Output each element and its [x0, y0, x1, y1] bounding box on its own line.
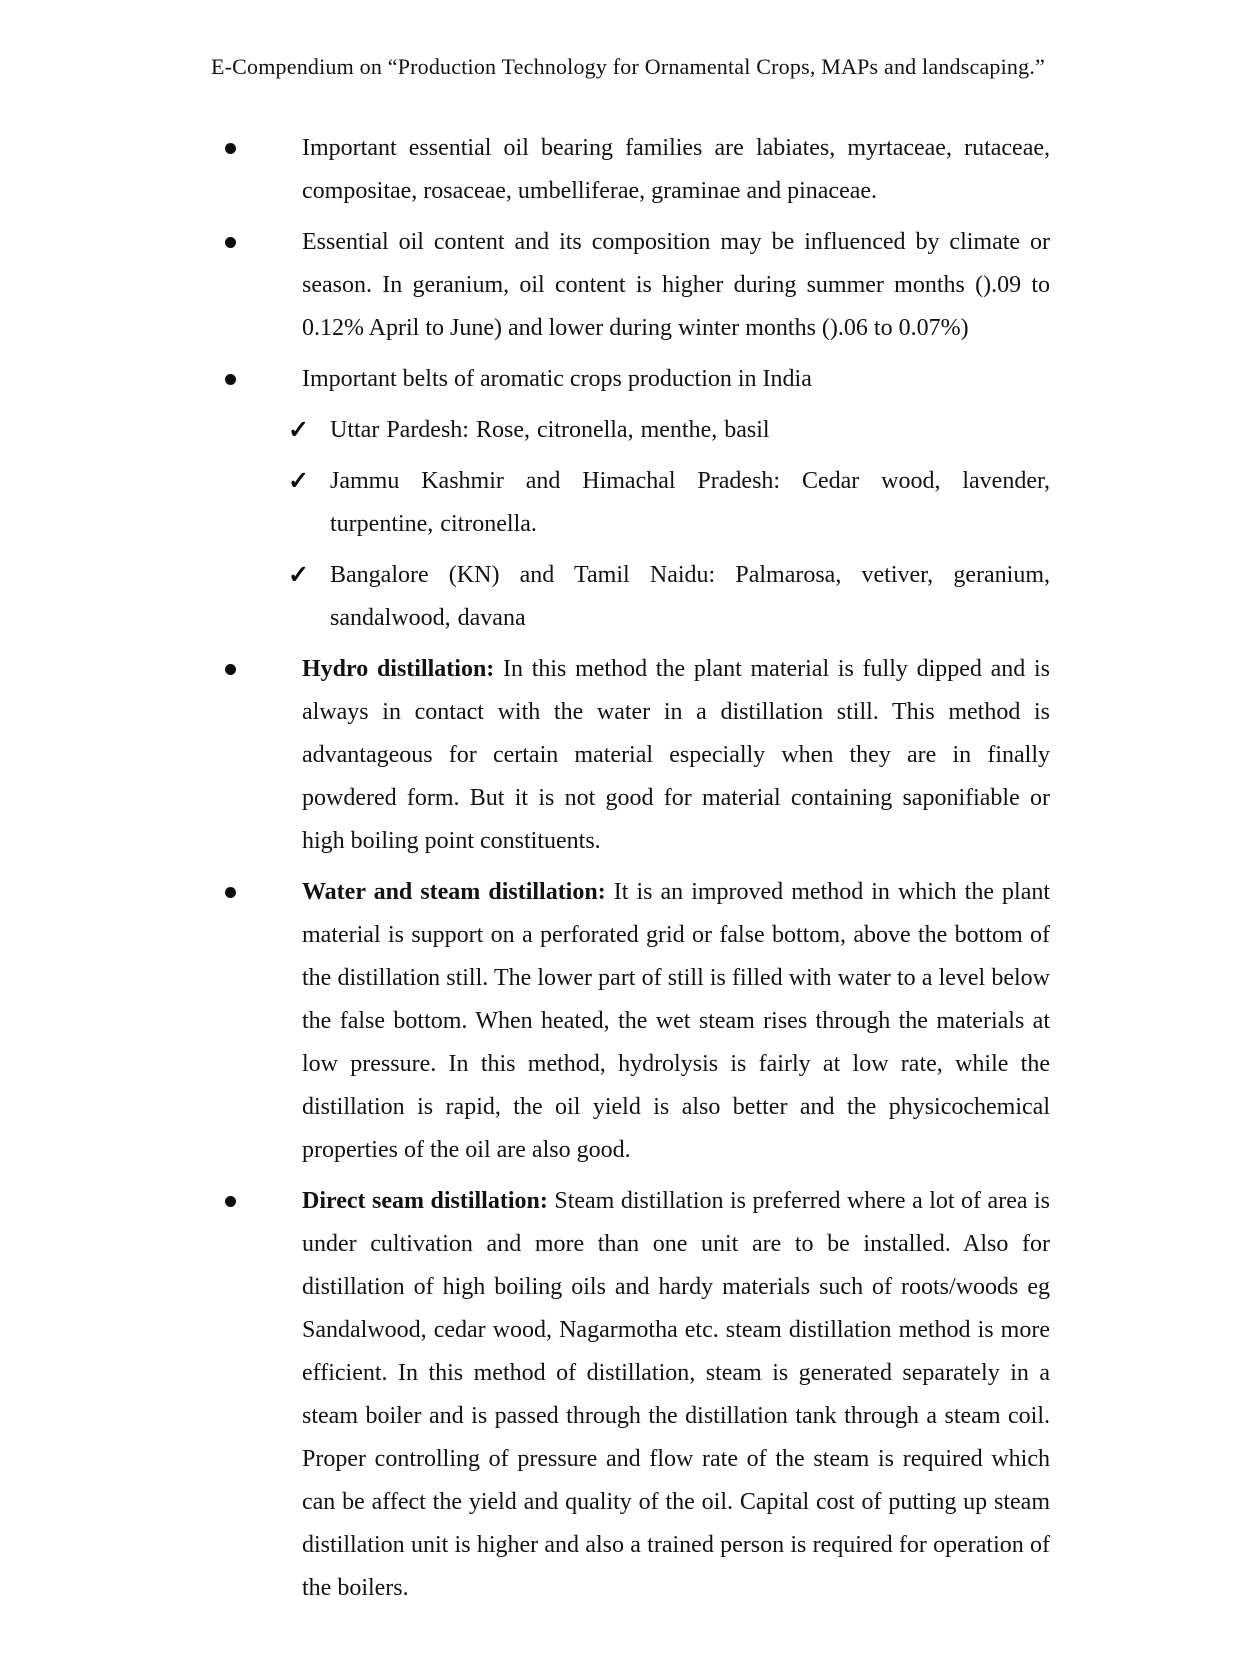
bullet-item — [302, 1180, 1050, 1610]
bullet-icon — [225, 1196, 236, 1207]
check-list — [288, 409, 1050, 640]
check-text: Jammu Kashmir and Himachal Pradesh: Cedar wood, lavender, turpentine, citronella. — [330, 468, 1050, 537]
page-title: E-Compendium on “Production Technology for Ornamental Crops, MAPs and landscaping.” — [210, 54, 1046, 79]
bullet-icon — [225, 237, 236, 248]
bullet-icon — [225, 143, 236, 154]
bullet-text: Hydro distillation: In this method the plant material is fully dipped and is always in contact with the water in a distillation still. This method is advantageous for certain material especially when they are in finally powdered form. But it is not good for material containing saponifiable or high boiling point constituents. — [302, 656, 1050, 854]
bullet-text: Water and steam distillation: It is an improved method in which the plant material is support on a perforated grid or false bottom, above the bottom of the distillation still. The lower part of still is filled with water to a level below the false bottom. When heated, the wet steam rises through the materials at low pressure. In this method, hydrolysis is fairly at low rate, while the distillation is rapid, the oil yield is also better and the physicochemical properties of the oil are also good. — [302, 879, 1051, 1163]
bullet-text: Important essential oil bearing families are labiates, myrtaceae, rutaceae, compositae, rosaceae, umbelliferae, graminae and pinaceae. — [302, 135, 1050, 204]
bullet-item — [302, 127, 1050, 213]
check-text: Bangalore (KN) and Tamil Naidu: Palmarosa, vetiver, geranium, sandalwood, davana — [330, 562, 1050, 631]
bullet-icon — [225, 664, 236, 675]
check-icon: ✓ — [288, 417, 309, 444]
check-icon: ✓ — [288, 468, 309, 495]
check-icon: ✓ — [288, 562, 309, 589]
bullet-text: Important belts of aromatic crops production in India — [302, 366, 812, 392]
bullet-icon — [225, 374, 236, 385]
check-item — [288, 409, 1050, 452]
bullet-text: Direct seam distillation: Steam distillation is preferred where a lot of area is under cultivation and more than one unit are to be installed. Also for distillation of high boiling oils and hardy materials such of roots/woods eg Sandalwood, cedar wood, Nagarmotha etc. steam distillation method is more efficient. In this method of distillation, steam is generated separately in a steam boiler and is passed through the distillation tank through a steam coil. Proper controlling of pressure and flow rate of the steam is required which can be affect the yield and quality of the oil. Capital cost of putting up steam distillation unit is higher and also a trained person is required for operation of the boilers. — [302, 1188, 1051, 1601]
bullet-lead-bold: Direct seam distillation: — [302, 1188, 548, 1214]
bullet-icon — [225, 887, 236, 898]
check-item — [288, 460, 1050, 546]
bullet-lead-bold: Hydro distillation: — [302, 656, 495, 682]
bullet-text: Essential oil content and its composition may be influenced by climate or season. In geranium, oil content is higher during summer months ().09 to 0.12% April to June) and lower during winter months ().06 to 0.07%) — [302, 229, 1050, 341]
check-item — [288, 554, 1050, 640]
bullet-item — [302, 648, 1050, 863]
bullet-item — [302, 871, 1050, 1172]
bullet-item — [288, 358, 1050, 640]
document-body — [288, 127, 1051, 1610]
bullet-item — [302, 221, 1050, 350]
check-text: Uttar Pardesh: Rose, citronella, menthe, basil — [330, 417, 770, 443]
bullet-lead-bold: Water and steam distillation: — [302, 879, 606, 905]
